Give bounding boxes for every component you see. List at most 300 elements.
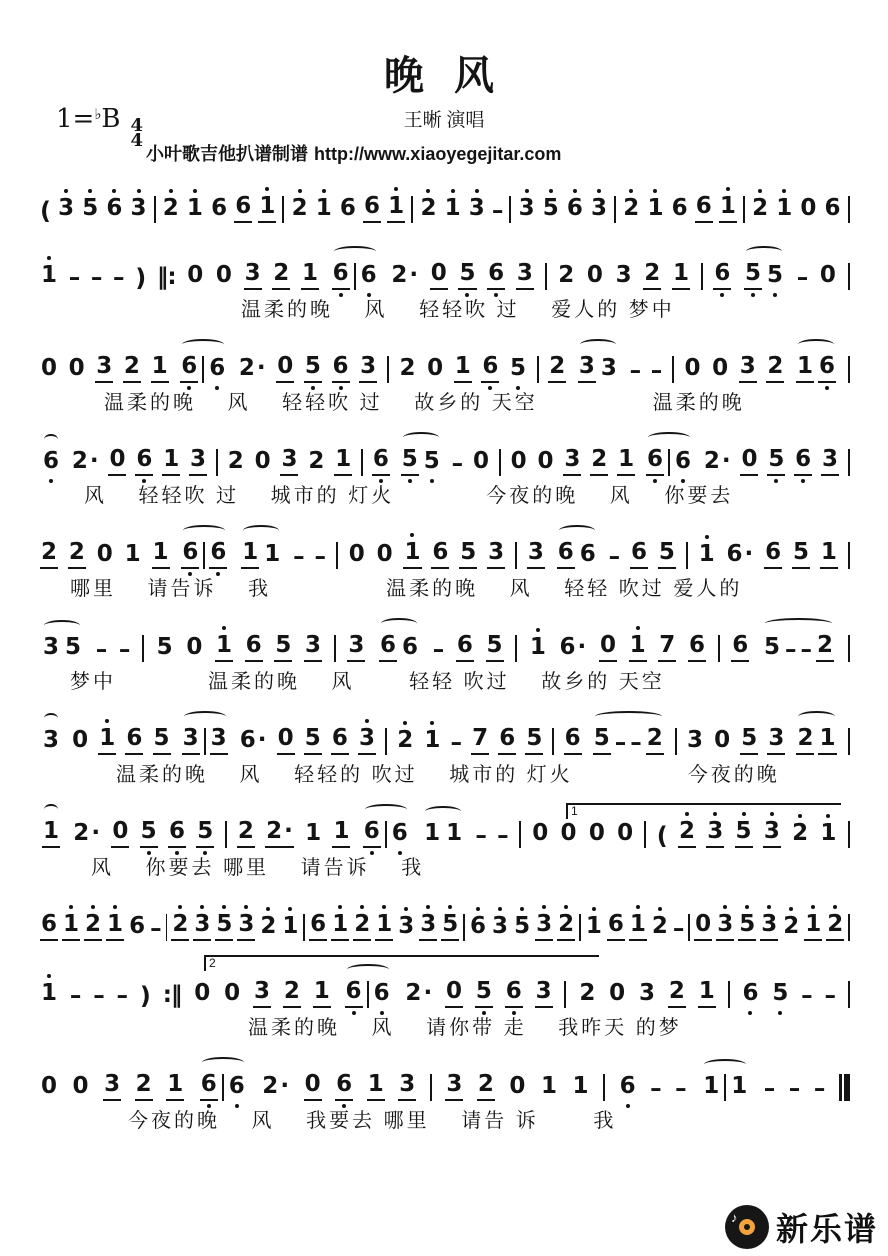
note-digit: 3 — [591, 195, 608, 221]
note-digit: 0 — [617, 820, 634, 846]
barline — [564, 981, 566, 1008]
note — [387, 194, 405, 223]
vinyl-record-icon — [725, 1205, 769, 1249]
note — [763, 635, 781, 662]
note-digit: 1 — [301, 260, 318, 286]
note — [816, 633, 834, 662]
barline — [216, 449, 218, 476]
barline — [519, 821, 521, 848]
note-digit: 1 — [315, 195, 332, 221]
note-digit: 6 — [432, 539, 449, 565]
note-digit: 6 — [456, 632, 473, 658]
note — [471, 726, 489, 755]
note-digit: 5 — [792, 539, 809, 565]
note — [123, 354, 141, 383]
note-digit: 3 — [104, 1071, 121, 1097]
note-digit: 3 — [822, 446, 839, 472]
note-digit: 1 — [332, 911, 349, 937]
duration-dash: – — [150, 916, 162, 942]
note — [373, 981, 391, 1008]
note-digit: 2 — [477, 1071, 494, 1097]
note — [227, 449, 245, 476]
barline — [499, 449, 501, 476]
augmentation-dot: · — [257, 727, 267, 753]
note — [64, 635, 82, 662]
note — [215, 263, 233, 290]
note-digit: 1 — [444, 195, 461, 221]
note — [153, 726, 171, 755]
note-digit: 1 — [124, 541, 141, 567]
lyrics-line: 风 你要去 哪里 请告诉 我 — [91, 857, 425, 879]
barline — [728, 981, 730, 1008]
duration-dash: – — [432, 637, 445, 663]
note-digit: 2 — [420, 195, 437, 221]
notes-line — [36, 522, 854, 575]
note-digit: 1 — [313, 978, 330, 1004]
barline — [579, 914, 581, 941]
note — [42, 449, 60, 476]
slur-tie — [576, 354, 620, 383]
barline — [848, 728, 850, 755]
note-digit: 6 — [372, 446, 389, 472]
note-digit: 0 — [609, 980, 626, 1006]
note-digit: 1 — [820, 539, 837, 565]
note — [162, 447, 180, 476]
note-digit: 0 — [599, 632, 616, 658]
note-digit: 2 — [291, 195, 308, 221]
note — [40, 263, 58, 290]
note — [280, 447, 298, 476]
note — [332, 354, 350, 383]
note-digit: 0 — [224, 980, 241, 1006]
note — [152, 540, 170, 569]
duration-dash: – — [95, 637, 108, 663]
note — [105, 196, 123, 223]
note — [586, 263, 604, 290]
note — [125, 726, 143, 755]
note-digit: 0 — [472, 448, 489, 474]
note-digit: 6 — [228, 1073, 245, 1099]
barline — [142, 635, 144, 662]
note — [475, 979, 493, 1008]
note — [678, 819, 696, 848]
duration-dash: – — [650, 358, 663, 384]
note — [331, 726, 349, 755]
note-digit: 6 — [181, 353, 198, 379]
note — [363, 819, 381, 848]
note-digit: 0 — [509, 1073, 526, 1099]
duration-dash: – — [68, 265, 81, 291]
note-digit: 0 — [277, 725, 294, 751]
note — [740, 447, 758, 476]
note-digit: 3 — [190, 446, 207, 472]
note — [162, 196, 180, 223]
note — [84, 912, 102, 941]
note — [332, 261, 350, 290]
note — [193, 981, 211, 1008]
note — [359, 354, 377, 383]
note — [237, 819, 255, 848]
note-digit: 3 — [761, 911, 778, 937]
note — [819, 263, 837, 290]
note-digit: 1 — [540, 1073, 557, 1099]
note — [579, 542, 597, 569]
note — [245, 633, 263, 662]
note-digit: 6 — [499, 725, 516, 751]
system-4 — [36, 429, 854, 508]
note — [744, 261, 762, 290]
duration-dash: – — [69, 983, 82, 1009]
note — [792, 540, 810, 569]
note-digit: 6 — [391, 820, 408, 846]
note — [651, 914, 669, 941]
note — [215, 912, 233, 941]
note-digit: 2 — [237, 818, 254, 844]
barline — [848, 914, 850, 941]
note-digit: 6 — [607, 911, 624, 937]
note — [566, 196, 584, 223]
note — [518, 196, 536, 223]
note-digit: 6 — [331, 725, 348, 751]
note — [353, 912, 371, 941]
barline — [515, 635, 517, 662]
note — [578, 981, 596, 1008]
note — [332, 819, 350, 848]
note — [564, 726, 582, 755]
note-digit: 3 — [639, 980, 656, 1006]
note-digit: 5 — [442, 911, 459, 937]
note-digit: 1 — [43, 818, 60, 844]
barline — [686, 542, 688, 569]
barline — [848, 263, 850, 290]
notes-line — [36, 1054, 854, 1107]
note-digit: 2 — [397, 727, 414, 753]
note — [509, 356, 527, 383]
note-digit: 3 — [527, 539, 544, 565]
note-digit: 0 — [68, 355, 85, 381]
note-digit: 0 — [112, 818, 129, 844]
barline — [675, 728, 677, 755]
note-digit: 2 — [623, 195, 640, 221]
note — [96, 542, 114, 569]
note-digit: 2 — [405, 980, 422, 1006]
duration-dash: – — [113, 265, 125, 291]
note — [683, 356, 701, 383]
barline — [385, 728, 387, 755]
note — [766, 263, 784, 290]
note — [334, 447, 352, 476]
note — [180, 354, 198, 383]
note-digit: 1 — [216, 632, 233, 658]
system-7 — [36, 708, 854, 787]
note — [557, 540, 575, 569]
note-digit: 0 — [712, 355, 729, 381]
slur-tie — [40, 728, 62, 755]
duration-dash: – — [675, 1076, 687, 1102]
note-digit: 1 — [63, 911, 80, 937]
note — [135, 1072, 153, 1101]
barline — [336, 542, 338, 569]
key-prefix: 1= — [56, 104, 95, 134]
note — [315, 196, 333, 223]
note-digit: 5 — [153, 725, 170, 751]
note — [238, 356, 267, 383]
barline — [303, 914, 305, 941]
note-digit: 0 — [800, 195, 817, 221]
note-digit: 1 — [672, 260, 689, 286]
note — [68, 356, 86, 383]
barline — [537, 356, 539, 383]
note — [791, 821, 809, 848]
note — [234, 194, 252, 223]
system-1 — [36, 176, 854, 229]
note — [441, 912, 459, 941]
barline — [515, 542, 517, 569]
note — [646, 196, 664, 223]
note — [208, 356, 226, 383]
note-digit: 1 — [731, 1073, 748, 1099]
note — [600, 356, 618, 383]
note — [168, 819, 186, 848]
score-body — [0, 176, 888, 1133]
notes-line — [36, 708, 854, 761]
note — [819, 821, 837, 848]
note-digit: 1 — [335, 446, 352, 472]
note — [431, 540, 449, 569]
note — [426, 356, 444, 383]
note — [42, 635, 60, 662]
note — [241, 540, 259, 569]
note — [824, 196, 842, 223]
note — [740, 726, 758, 755]
note-digit: 5 — [745, 260, 762, 286]
note-digit: 2 — [123, 353, 140, 379]
note-digit: 6 — [310, 911, 327, 937]
note — [646, 726, 664, 755]
augmentation-dot: · — [409, 262, 419, 288]
note-digit: 1 — [367, 1071, 384, 1097]
note-digit: 3 — [763, 818, 780, 844]
note — [617, 447, 635, 476]
note — [590, 196, 608, 223]
note-digit: 5 — [156, 634, 173, 660]
note — [818, 354, 836, 383]
note — [140, 819, 158, 848]
parenthesis: ) — [135, 264, 147, 292]
system-8 — [36, 801, 854, 880]
note-digit: 0 — [254, 448, 271, 474]
note — [730, 1074, 748, 1101]
note-digit: 0 — [304, 1071, 321, 1097]
note-digit: 2 — [41, 539, 58, 565]
note-digit: 3 — [739, 353, 756, 379]
note — [477, 1072, 495, 1101]
note-digit: 2 — [354, 911, 371, 937]
barline — [743, 196, 745, 223]
barline — [848, 821, 850, 848]
note — [735, 819, 753, 848]
note — [345, 979, 363, 1008]
note-digit: 6 — [41, 911, 58, 937]
note — [196, 819, 214, 848]
note-digit: 6 — [566, 195, 583, 221]
note — [244, 261, 262, 290]
slur-tie — [361, 819, 411, 848]
note-digit: 5 — [401, 446, 418, 472]
note-digit: 1 — [572, 1073, 589, 1099]
barline — [545, 263, 547, 290]
note-digit: 1 — [259, 193, 276, 219]
note — [375, 912, 393, 941]
note-digit: 6 — [564, 725, 581, 751]
notes-line — [36, 429, 854, 482]
note — [40, 1074, 58, 1101]
note — [629, 912, 647, 941]
note-digit: 0 — [446, 978, 463, 1004]
note — [751, 196, 769, 223]
note — [821, 447, 839, 476]
time-signature: 4 4 — [130, 115, 144, 151]
note — [72, 1074, 90, 1101]
note — [401, 447, 419, 476]
note-digit: 6 — [557, 539, 574, 565]
duration-dash: – — [497, 823, 509, 849]
note-digit: 0 — [41, 355, 58, 381]
system-9 — [36, 894, 854, 947]
slur-tie — [742, 261, 786, 290]
note-digit: 1 — [404, 539, 421, 565]
note — [445, 821, 463, 848]
note — [646, 447, 664, 476]
note-digit: 1 — [333, 818, 350, 844]
note — [572, 1074, 590, 1101]
note-digit: 3 — [768, 725, 785, 751]
note-digit: 1 — [388, 193, 405, 219]
note — [505, 979, 523, 1008]
song-title: 晚 风 — [384, 53, 504, 98]
duration-dash: – — [672, 916, 685, 942]
note — [459, 540, 477, 569]
notes-line — [36, 176, 854, 229]
duration-dash: – — [90, 265, 103, 291]
slur-tie — [343, 979, 393, 1008]
note — [171, 912, 189, 941]
note — [508, 1074, 526, 1101]
note-digit: 5 — [510, 355, 527, 381]
note-digit: 1 — [151, 353, 168, 379]
note — [468, 196, 486, 223]
note — [42, 819, 60, 848]
note — [304, 726, 322, 755]
note-digit: 6 — [732, 632, 749, 658]
lyrics-line: 温柔的晚 风 请你带 走 我昨天 的梦 — [248, 1017, 682, 1039]
note — [560, 821, 578, 848]
note-digit: 2 — [85, 911, 102, 937]
note-digit: 2 — [73, 820, 90, 846]
slur-tie — [421, 821, 465, 848]
note — [189, 447, 207, 476]
note — [277, 726, 295, 755]
barline — [166, 914, 168, 941]
lyrics-line: 温柔的晚 风 轻轻吹 过 故乡的 天空 温柔的晚 — [104, 392, 745, 414]
note-digit: 2 — [591, 446, 608, 472]
note — [818, 726, 836, 755]
barline — [668, 449, 670, 476]
note — [423, 449, 441, 476]
note-digit: 3 — [210, 725, 227, 751]
note — [391, 821, 409, 848]
note — [711, 356, 729, 383]
note-digit: 2 — [579, 980, 596, 1006]
note — [456, 633, 474, 662]
note — [638, 981, 656, 1008]
singer-credit: 王晰 演唱 — [403, 110, 485, 131]
note-digit: 1 — [424, 820, 441, 846]
note-digit: 1 — [698, 541, 715, 567]
note — [403, 540, 421, 569]
note-digit: 1 — [376, 911, 393, 937]
note — [404, 981, 433, 1008]
note — [764, 540, 782, 569]
note — [360, 263, 378, 290]
note — [253, 979, 271, 1008]
note — [363, 194, 381, 223]
note-digit: 3 — [717, 911, 734, 937]
note — [237, 912, 255, 941]
note-digit: 0 — [684, 355, 701, 381]
note — [358, 726, 376, 755]
note-digit: 6 — [726, 541, 743, 567]
note — [445, 1072, 463, 1101]
note — [444, 196, 462, 223]
note — [135, 447, 153, 476]
slur-tie — [399, 447, 443, 476]
note-digit: 3 — [600, 355, 617, 381]
volta-bracket: 1 — [566, 803, 841, 819]
note-digit: 0 — [695, 911, 712, 937]
duration-dash: – — [451, 451, 464, 477]
note-digit: 6 — [646, 446, 663, 472]
note-digit: 1 — [186, 195, 203, 221]
note-digit: 2 — [827, 911, 844, 937]
note-digit: 2 — [783, 913, 800, 939]
note — [498, 726, 516, 755]
note-digit: 6 — [714, 260, 731, 286]
note — [62, 912, 80, 941]
note — [367, 1072, 385, 1101]
notes-line — [36, 615, 854, 668]
duration-dash: – — [800, 637, 812, 663]
note-digit: 3 — [399, 1071, 416, 1097]
note-digit: 6 — [345, 978, 362, 1004]
duration-dash: – — [801, 983, 813, 1009]
note — [258, 194, 276, 223]
publisher-logo-text: 新乐谱 — [775, 1211, 878, 1247]
note-digit: 1 — [242, 539, 259, 565]
duration-dash: – — [608, 544, 621, 570]
note-digit: 1 — [167, 1071, 184, 1097]
slur-tie — [330, 261, 380, 290]
note-digit: 3 — [253, 978, 270, 1004]
note — [98, 726, 116, 755]
note — [445, 979, 463, 1008]
transcriber-name: 小叶歌吉他扒谱制谱 — [146, 144, 308, 164]
note-digit: 2 — [549, 353, 566, 379]
note-digit: 2 — [558, 262, 575, 288]
note — [228, 1074, 246, 1101]
note — [379, 633, 397, 662]
note — [766, 354, 784, 383]
